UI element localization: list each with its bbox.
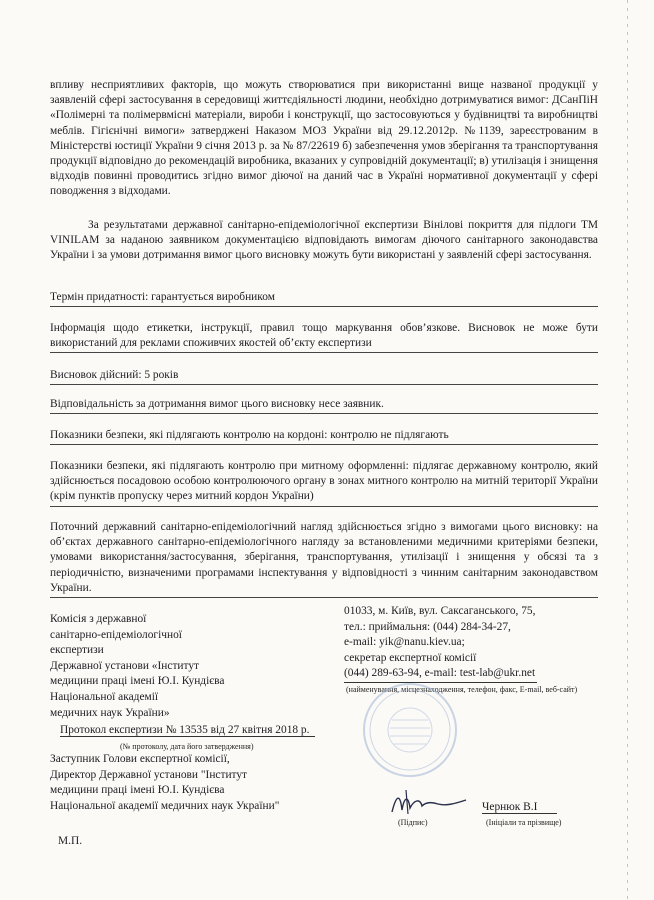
signer-name: Чернюк В.І	[482, 801, 557, 814]
contact-address: 01033, м. Київ, вул. Саксаганського, 75,	[344, 605, 536, 617]
contact-secretary-phone-email: (044) 289-63-94, e-mail: test-lab@ukr.net	[344, 666, 537, 683]
contacts-caption: (найменування, місцезнаходження, телефон, факс, E-mail, веб-сайт)	[346, 685, 578, 694]
validity-text: Висновок дійсний: 5 років	[50, 369, 179, 381]
protocol-line: Протокол експертизи № 13535 від 27 квітня 2018 р.	[60, 724, 315, 737]
commission-line: медичних наук України»	[50, 706, 170, 719]
page-edge-line	[626, 0, 629, 900]
commission-line: Національної академії	[50, 690, 159, 703]
signer-line: Директор Державної установи "Інститут	[50, 768, 248, 781]
section-border-control	[50, 428, 598, 445]
border-control-text: Показники безпеки, які підлягають контролю на кордоні: контролю не підлягають	[50, 429, 449, 441]
commission-line: Комісія з державної	[50, 613, 147, 625]
contact-email: e-mail: yik@nanu.kiev.ua;	[344, 636, 465, 649]
signature-caption: (Підпис)	[398, 818, 428, 827]
section-responsibility	[50, 397, 598, 414]
contacts-block	[344, 604, 614, 683]
supervision-text: Поточний державний санітарно-епідеміологічний нагляд здійснюється згідно з вимогами цього висновку: на об’єктах державного санітарно-епідеміологічного нагляду за встановленими медичними критеріями безпеки, умовами використання/застосування, зберігання, транспортування, утилізації і знищення у обсязі та з періодичністю, визначеними програмами інспектування у відповідності з чинним санітарним законодавством України.	[50, 521, 598, 594]
commission-line: санітарно-епідеміологічної	[50, 628, 182, 641]
commission-line: експертизи	[50, 644, 104, 657]
commission-block	[50, 612, 290, 721]
section-supervision	[50, 520, 598, 598]
contact-secretary: секретар експертної комісії	[344, 651, 477, 664]
labeling-text: Інформація щодо етикетки, інструкції, правил тощо маркування обов’язкове. Висновок не може бути використаний для реклами споживчих якостей об’єкту експертизи	[50, 322, 598, 350]
signer-line: Національної академії медичних наук України"	[50, 799, 280, 812]
official-stamp-icon	[360, 680, 460, 780]
responsibility-text: Відповідальність за дотримання вимог цього висновку несе заявник.	[50, 398, 384, 410]
signer-line: Заступник Голови експертної комісії,	[50, 753, 230, 765]
signer-line: медицини праці імені Ю.І. Кундієва	[50, 784, 225, 797]
section-labeling	[50, 321, 598, 353]
name-caption: (Ініціали та прізвище)	[486, 818, 562, 827]
commission-line: Державної установи «Інститут	[50, 659, 200, 672]
seal-place-label: М.П.	[58, 835, 83, 847]
shelf-life-text: Термін придатності: гарантується виробником	[50, 291, 275, 303]
signature-icon	[386, 786, 476, 818]
section-shelf-life	[50, 290, 598, 307]
paragraph-conclusion: За результатами державної санітарно-епідеміологічної експертизи Вінілові покриття для підлоги ТМ VINILAM за наданою заявником документацією відповідають вимогам діючого санітарного законодавства України і за умови дотримання вимог цього висновку можуть бути використані у заявленій сфері застосування.	[50, 219, 598, 262]
commission-line: медицини праці імені Ю.І. Кундієва	[50, 675, 225, 688]
contact-reception: тел.: приймальня: (044) 284-34-27,	[344, 620, 511, 633]
customs-control-text: Показники безпеки, які підлягають контролю при митному оформленні: підлягає державному контролю, який здійснюється посадовою особою контролюючого органу в зонах митного контролю на митній території України (крім пунктів пропуску через митний кордон України)	[50, 460, 598, 503]
signer-block	[50, 752, 350, 814]
section-validity	[50, 368, 598, 385]
paragraph-requirements: впливу несприятливих факторів, що можуть створюватися при використанні вище названої продукції у заявленій сфері застосування в середовищі життєдіяльності людини, необхідно дотримуватися вимог: ДСанПіН «Полімерні та полімервмісні матеріали, вироби і конструкції, що застосовуються у будівництві та виробництві меблів. Гігієнічні вимоги» затверджені Наказом МОЗ України від 29.12.2012р. №1139, зареєстрованим в Міністерстві юстиції України 9 січня 2013 р. за № 87/22619 б) забезпечення умов зберігання та транспортування продукції відповідно до рекомендацій виробника, вказаних у супровідній документації; в) утилізація і знищення відходів повинні проводитись згідно вимог діючої на даний час в Україні нормативної документації у сфері поводження з відходами.	[50, 79, 598, 198]
section-customs-control	[50, 459, 598, 507]
protocol-caption: (№ протоколу, дата його затвердження)	[120, 742, 254, 751]
